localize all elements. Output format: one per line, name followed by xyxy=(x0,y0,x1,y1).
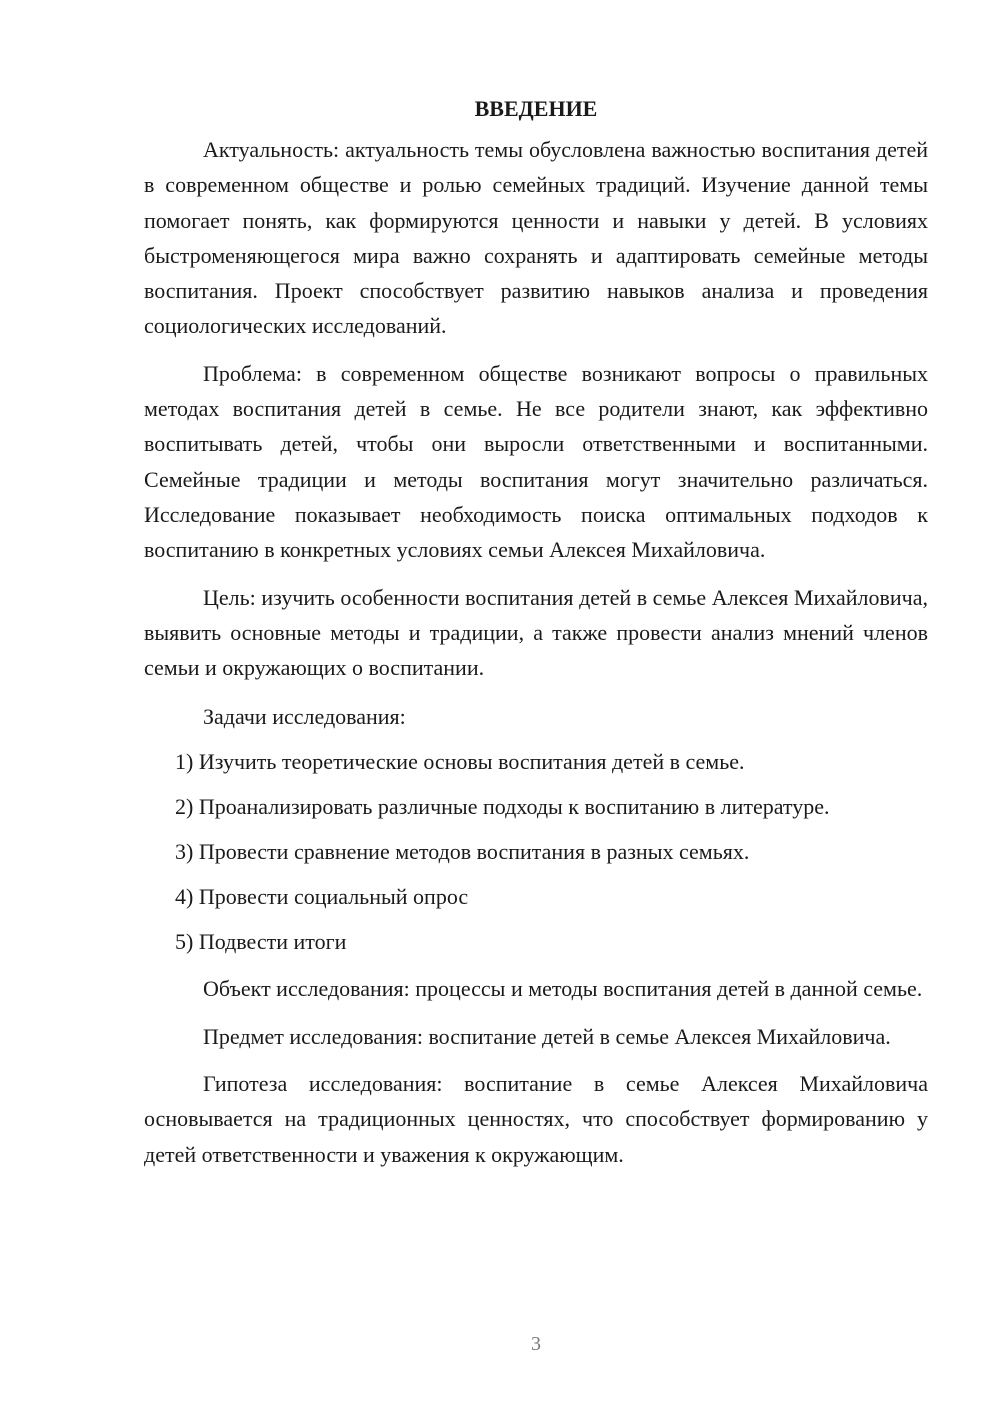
task-item-5: 5) Подвести итоги xyxy=(175,929,347,955)
page-number: 3 xyxy=(531,1333,541,1355)
document-page xyxy=(144,92,928,1172)
paragraph-goal: Цель: изучить особенности воспитания детей в семье Алексея Михайловича, выявить основные методы и традиции, а также провести анализ мнений членов семьи и окружающих о воспитании. xyxy=(144,584,928,681)
paragraph-object: Объект исследования: процессы и методы воспитания детей в данной семье. xyxy=(203,976,923,1002)
paragraph-problem: Проблема: в современном обществе возникают вопросы о правильных методах воспитания детей в семье. Не все родители знают, как эффективно воспитывать детей, чтобы они выросли ответственными и воспитанными. Семейные традиции и методы воспитания могут значительно различаться. Исследование показывает необходимость поиска оптимальных подходов к воспитанию в конкретных условиях семьи Алексея Михайловича. xyxy=(144,360,928,563)
task-item-2: 2) Проанализировать различные подходы к воспитанию в литературе. xyxy=(175,794,830,820)
tasks-list xyxy=(144,744,928,959)
tasks-heading: Задачи исследования: xyxy=(203,704,406,730)
task-item-1: 1) Изучить теоретические основы воспитания детей в семье. xyxy=(175,749,745,775)
task-item-4: 4) Провести социальный опрос xyxy=(175,884,469,910)
paragraph-hypothesis: Гипотеза исследования: воспитание в семье Алексея Михайловича основывается на традиционных ценностях, что способствует формированию у детей ответственности и уважения к окружающим. xyxy=(144,1071,928,1167)
paragraph-subject: Предмет исследования: воспитание детей в семье Алексея Михайловича. xyxy=(203,1023,891,1049)
task-item-3: 3) Провести сравнение методов воспитания в разных семьях. xyxy=(175,839,750,865)
page-title: ВВЕДЕНИЕ xyxy=(474,96,598,121)
paragraph-relevance: Актуальность: актуальность темы обусловлена важностью воспитания детей в современном обществе и ролью семейных традиций. Изучение данной темы помогает понять, как формируются ценности и навыки у детей. В условиях быстроменяющегося мира важно сохранять и адаптировать семейные методы воспитания. Проект способствует развитию навыков анализа и проведения социологических исследований. xyxy=(144,137,928,339)
